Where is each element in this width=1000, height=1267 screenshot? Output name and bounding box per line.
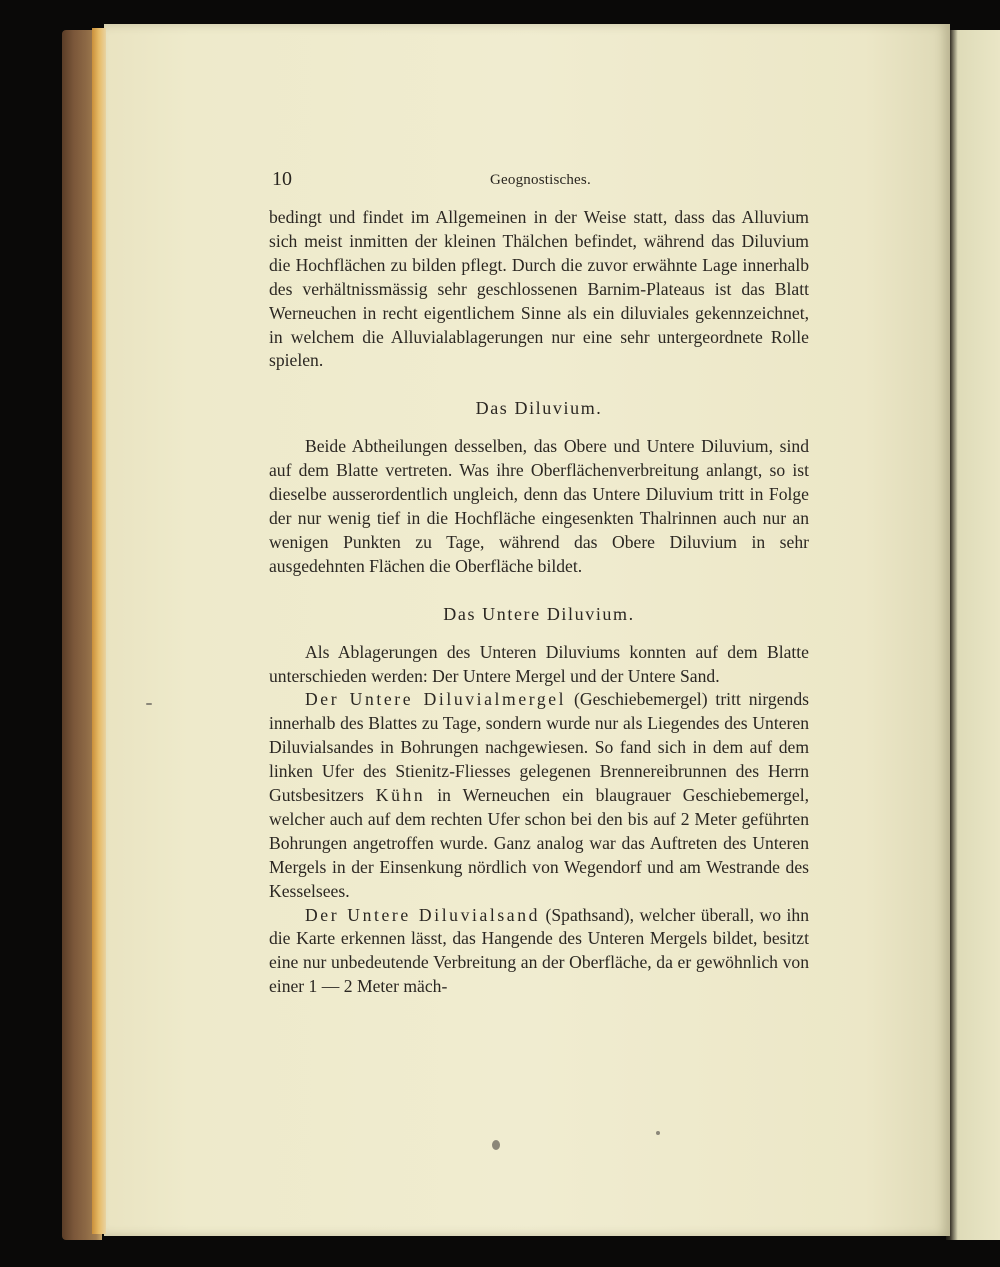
- paragraph-diluvialsand: [269, 904, 809, 1000]
- facing-page-edge: [946, 30, 1000, 1240]
- paragraph-ablagerungen: Als Ablagerungen des Unteren Diluviums konnten auf dem Blatte unterschieden werden: Der Untere Mergel und der Untere Sand.: [269, 641, 809, 686]
- paragraph-continued: bedingt und findet im Allgemeinen in der Weise statt, dass das Alluvium sich meist inmitten der kleinen Thälchen befindet, während das Diluvium die Hochflächen zu bilden pflegt. Durch die zuvor erwähnte Lage innerhalb des verhältnissmässig sehr geschlossenen Barnim-Plateaus ist das Blatt Werneuchen in recht eigentlichem Sinne als ein diluviales gekennzeichnet, in welchem die Alluvialablagerungen nur eine sehr untergeordnete Rolle spielen.: [269, 207, 809, 371]
- term-unterer-diluvialsand: Der Untere Diluvialsand: [305, 904, 541, 925]
- paper-speck: [492, 1140, 500, 1150]
- page-stack-edge: [92, 28, 106, 1234]
- page-number: 10: [272, 168, 292, 190]
- paragraph-diluvialsand-text: (Spathsand), welcher überall, wo ihn die Karte erkennen lässt, das Hangende des Unteren Mergels bildet, besitzt eine nur unbedeutende Verbreitung an der Oberfläche, da er gewöhnlich von einer 1 — 2 Meter mäch-: [269, 904, 810, 997]
- paper-speck: [656, 1131, 660, 1135]
- term-unterer-diluvialmergel: Der Untere Diluvialmergel: [305, 689, 567, 710]
- running-head: [272, 168, 812, 194]
- paragraph-diluvialmergel-text-a: (Geschiebemergel) tritt nirgends innerhalb des Blattes zu Tage, sondern wurde nur als Liegendes des Unteren Diluvialsandes in Bohrungen nachgewiesen. So fand sich in dem auf dem linken Ufer des Stienitz-Fliesses gelegenen Brennereibrunnen des Herrn Gutsbesitzers: [269, 689, 809, 806]
- paper-speck: [146, 703, 152, 705]
- heading-das-untere-diluvium: Das Untere Diluvium.: [443, 603, 635, 624]
- heading-das-diluvium: Das Diluvium.: [475, 398, 603, 419]
- paragraph-diluvialmergel: [269, 688, 809, 903]
- person-name-kuehn: Kühn: [375, 785, 426, 806]
- paragraph-diluvialmergel-text-b: in Werneuchen ein blaugrauer Geschiebemergel, welcher auch auf dem rechten Ufer schon bei den bis auf 2 Meter geführten Bohrungen angetroffen wurde. Ganz analog war das Auftreten des Unteren Mergels in der Einsenkung nördlich von Wegendorf und am Westrande des Kesselsees.: [269, 785, 809, 901]
- paragraph-abtheilungen: Beide Abtheilungen desselben, das Obere und Untere Diluvium, sind auf dem Blatte vertreten. Was ihre Oberflächenverbreitung anlangt, so ist dieselbe ausserordentlich ungleich, denn das Untere Diluvium tritt in Folge der nur wenig tief in die Hochfläche eingesenkten Thalrinnen auch nur an wenigen Punkten zu Tage, während das Obere Diluvium in sehr ausgedehnten Flächen die Oberfläche bildet.: [269, 436, 809, 576]
- running-head-title: Geognostisches.: [490, 172, 591, 188]
- page-body: [269, 206, 809, 999]
